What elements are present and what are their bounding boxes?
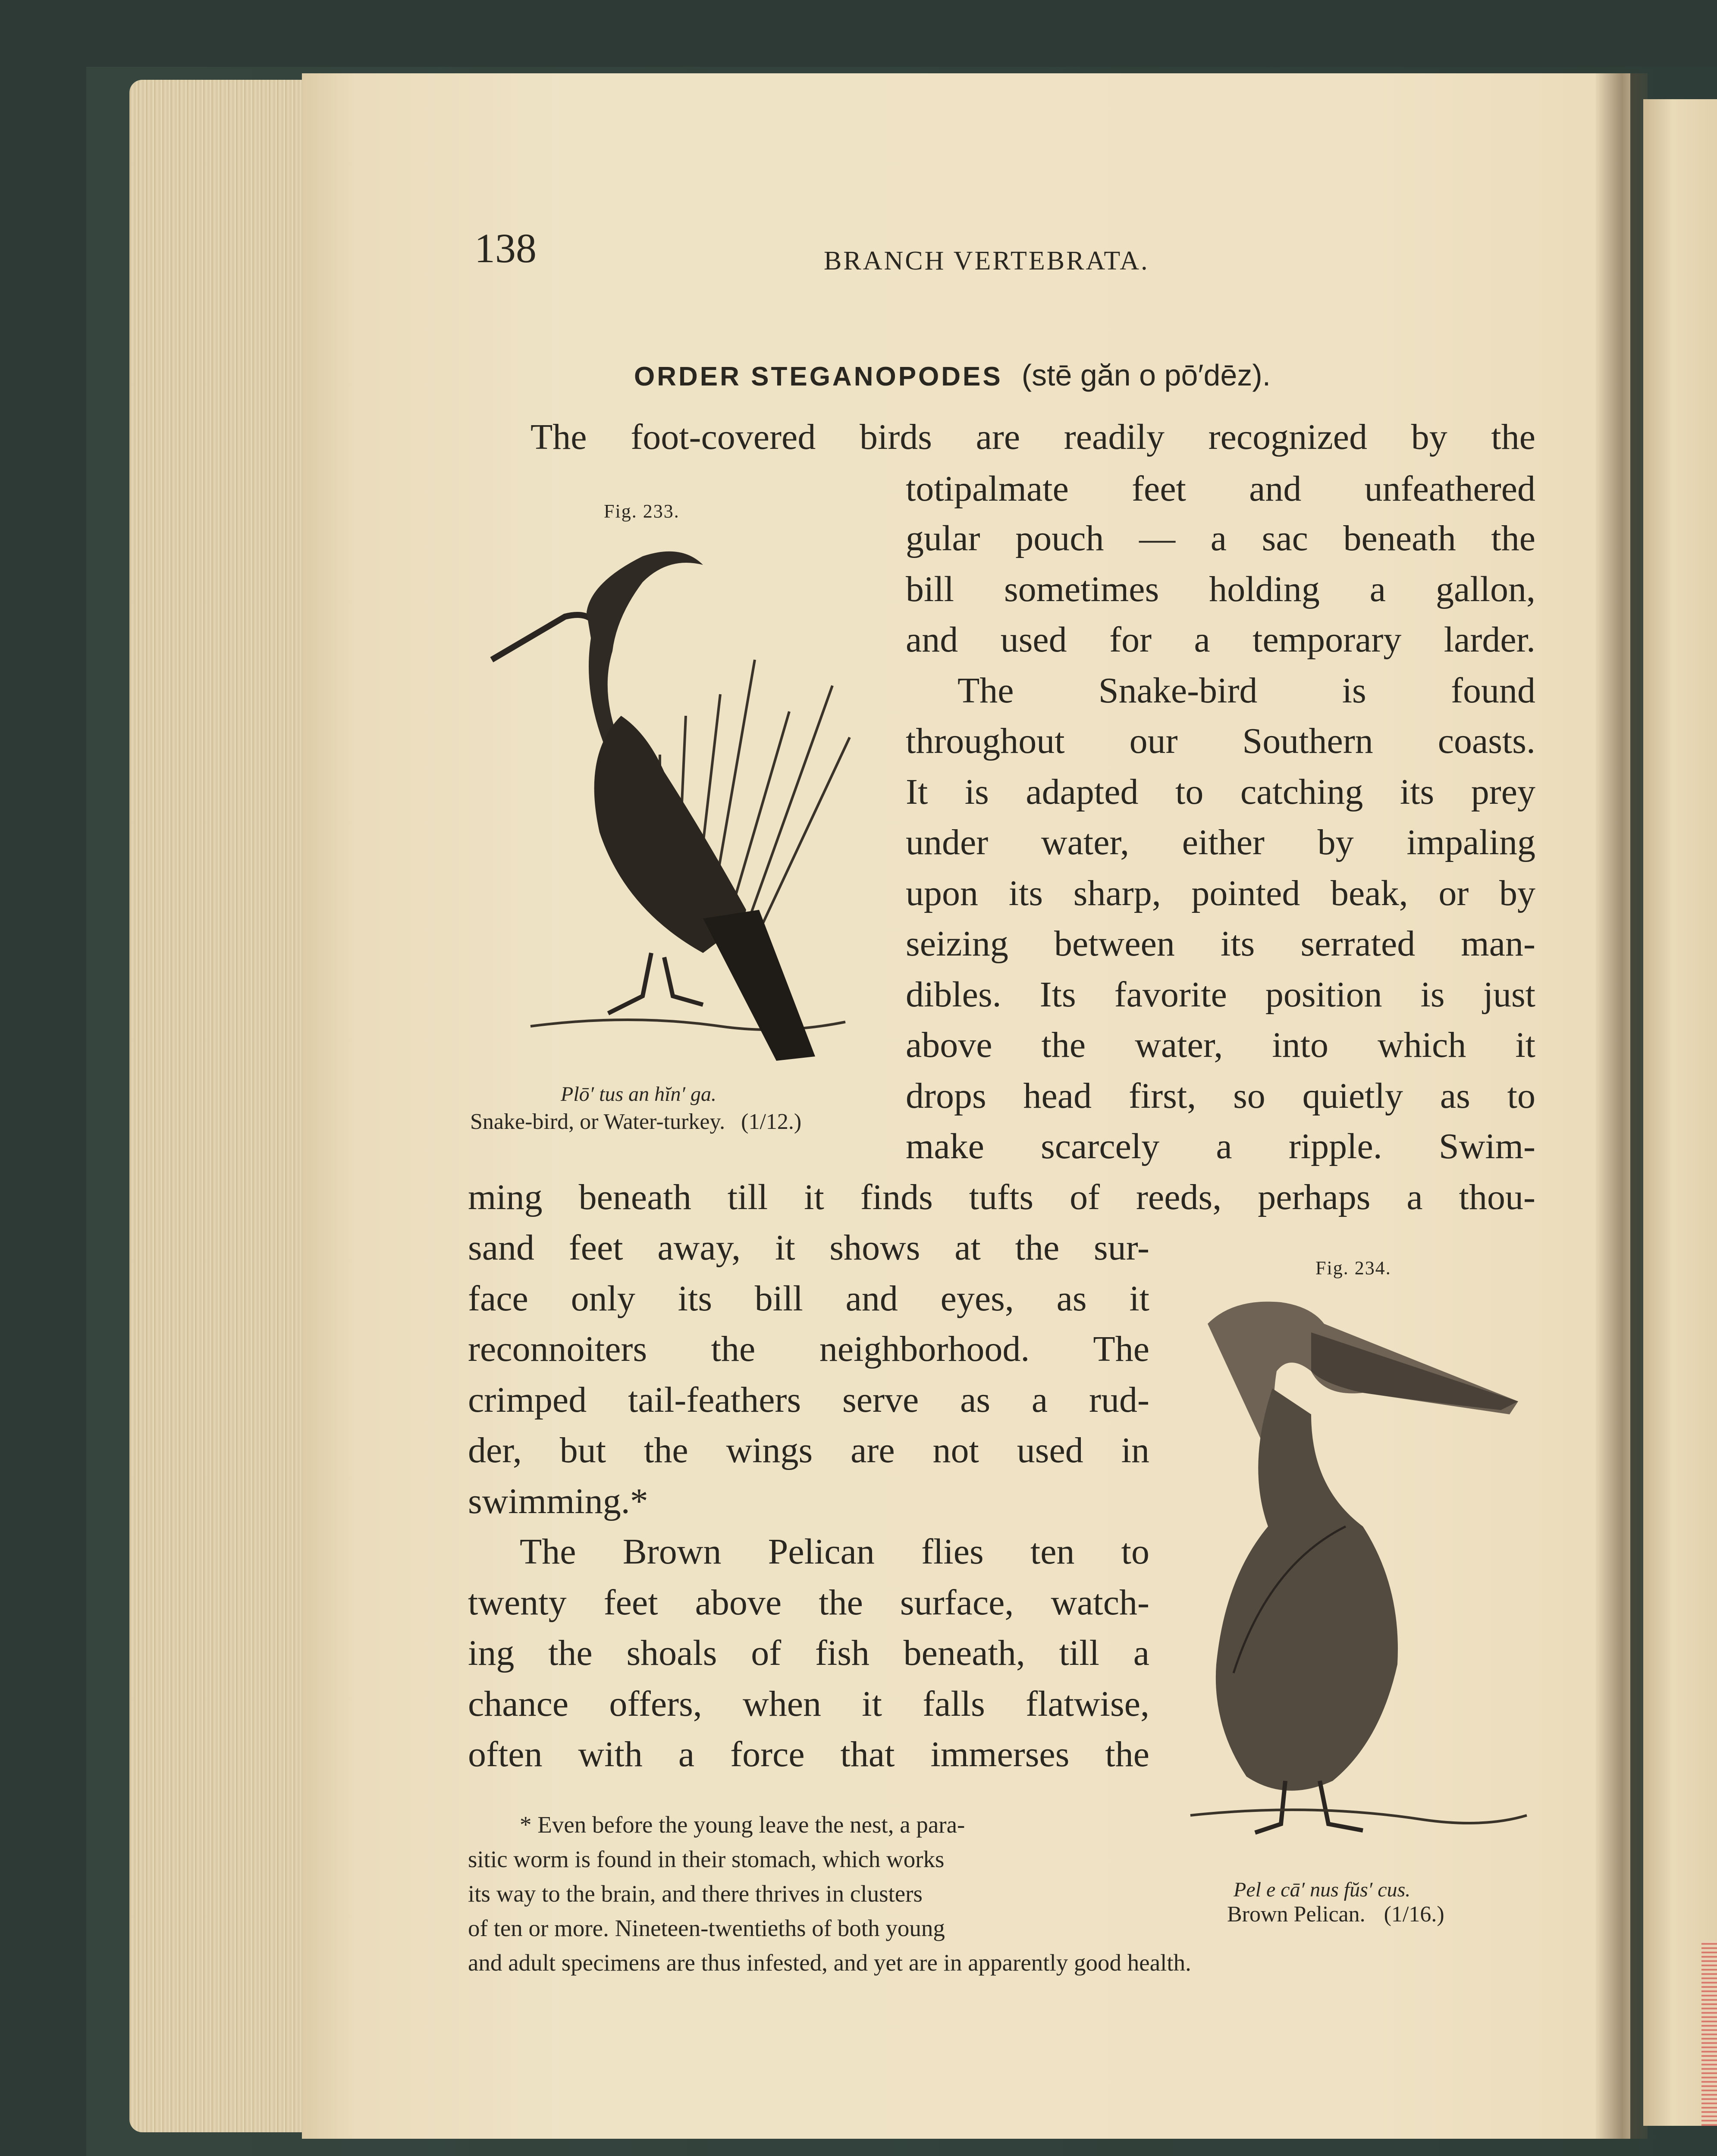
body-line: chance offers, when it falls flatwise, xyxy=(468,1684,1149,1724)
body-line: and used for a temporary larder. xyxy=(906,620,1535,660)
body-line: der, but the wings are not used in xyxy=(468,1430,1149,1470)
body-line: upon its sharp, pointed beak, or by xyxy=(906,873,1535,913)
body-line: dibles. Its favorite position is just xyxy=(906,975,1535,1015)
body-line: face only its bill and eyes, as it xyxy=(468,1279,1149,1319)
page-edges xyxy=(129,80,311,2132)
footnote-line: sitic worm is found in their stomach, which works xyxy=(468,1846,945,1872)
body-line: bill sometimes holding a gallon, xyxy=(906,569,1535,609)
body-line: swimming.* xyxy=(468,1481,648,1521)
fig-234-label: Fig. 234. xyxy=(1315,1257,1391,1279)
body-line: under water, either by impaling xyxy=(906,822,1535,862)
order-heading xyxy=(634,358,1271,392)
fig-233-scale: (1/12.) xyxy=(741,1109,802,1134)
snake-bird-illustration xyxy=(479,530,867,1074)
footnote-line: of ten or more. Nineteen-twentieths of both young xyxy=(468,1915,945,1941)
page-number: 138 xyxy=(474,225,537,271)
fig-234-common-name xyxy=(1227,1902,1444,1927)
body-line: seizing between its serrated man- xyxy=(906,924,1535,964)
facing-page xyxy=(1643,99,1717,2126)
body-line: often with a force that immerses the xyxy=(468,1734,1149,1774)
body-line: twenty feet above the surface, watch- xyxy=(468,1583,1149,1623)
body-line: ming beneath till it finds tufts of reeds, perhaps a thou- xyxy=(468,1177,1535,1217)
body-line-brown-pelican: The Brown Pelican flies ten to xyxy=(520,1532,1149,1572)
body-line: The foot-covered birds are readily recognized by the xyxy=(530,417,1535,457)
footnote-line: its way to the brain, and there thrives in clusters xyxy=(468,1880,923,1907)
order-name: ORDER STEGANOPODES xyxy=(634,362,1003,392)
fig-234-scientific-name: Pel e cā′ nus fŭs′ cus. xyxy=(1234,1878,1411,1901)
fig-233-label: Fig. 233. xyxy=(604,501,680,522)
order-pronunciation: (stē găn o pō′dēz). xyxy=(1021,358,1271,392)
fig-233-common-name-text: Snake-bird, or Water-turkey. xyxy=(470,1109,725,1134)
body-line: throughout our Southern coasts. xyxy=(906,721,1535,761)
footnote-line: * Even before the young leave the nest, a para- xyxy=(520,1811,965,1838)
body-line: crimped tail-feathers serve as a rud- xyxy=(468,1380,1149,1420)
gutter-shadow xyxy=(1596,73,1648,2139)
footnote-line: and adult specimens are thus infested, and yet are in apparently good health. xyxy=(468,1949,1191,1976)
fig-234-scale: (1/16.) xyxy=(1384,1902,1444,1927)
facing-page-edge xyxy=(1701,1940,1717,2126)
body-line: reconnoiters the neighborhood. The xyxy=(468,1329,1149,1369)
body-line: totipalmate feet and unfeathered xyxy=(906,469,1535,509)
body-line: drops head first, so quietly as to xyxy=(906,1076,1535,1116)
body-line: sand feet away, it shows at the sur- xyxy=(468,1228,1149,1268)
fig-233-common-name xyxy=(470,1109,801,1134)
running-header: BRANCH VERTEBRATA. xyxy=(824,246,1149,276)
body-line-snake-bird: The Snake-bird is found xyxy=(957,671,1535,711)
brown-pelican-illustration xyxy=(1182,1285,1535,1854)
body-line: It is adapted to catching its prey xyxy=(906,772,1535,812)
body-line: ing the shoals of fish beneath, till a xyxy=(468,1633,1149,1673)
body-line: gular pouch — a sac beneath the xyxy=(906,518,1535,558)
fig-234-common-name-text: Brown Pelican. xyxy=(1227,1902,1365,1927)
fig-233-scientific-name: Plō′ tus an hĭn′ ga. xyxy=(561,1083,717,1106)
body-line: above the water, into which it xyxy=(906,1025,1535,1065)
body-line: make scarcely a ripple. Swim- xyxy=(906,1126,1535,1166)
